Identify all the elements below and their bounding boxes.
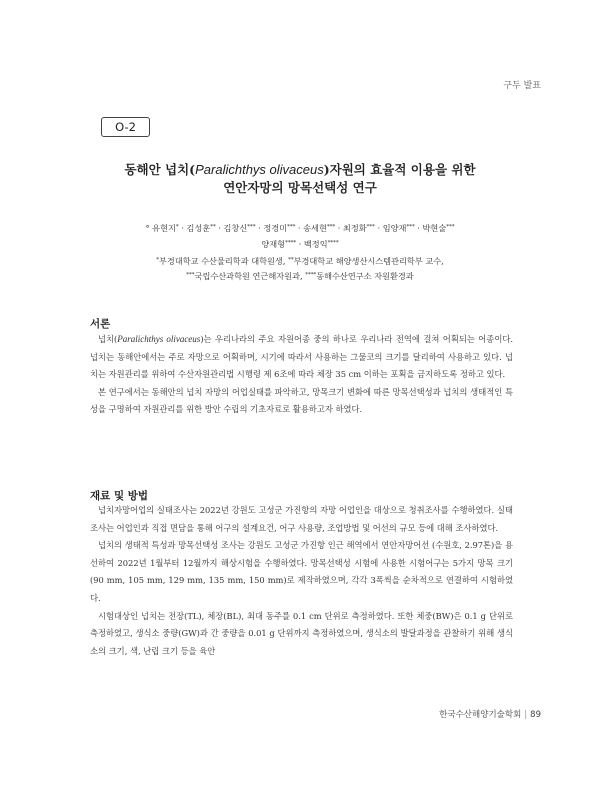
page-number: 89 bbox=[530, 710, 541, 720]
methods-paragraph-3: 시험대상인 넙치는 전장(TL), 체장(BL), 최대 동주를 0.1 cm 단위로 측정하였다. 또한 체중(BW)은 0.1 g 단위로 측정하였고, 생식소 중량(GW)과 간 중량을 0.01 g 단위까지 측정하였으며, 생식소의 발달과정을 관찰하기 위해 생식소의 크기, 색, 난립 크기 등을 육안 bbox=[90, 610, 513, 656]
authors-line-2: 양재형**** · 백정익**** bbox=[261, 239, 339, 249]
intro-p1-text: )는 우리나라의 주요 자원어종 중의 하나로 우리나라 전역에 걸쳐 어획되는 어종이다. 넙치는 동해안에서는 주로 자망으로 어획하며, 시기에 따라서 사용하는 그물코의 크기를 달리하여 사용하고 있다. 넙치는 자원관리를 위하여 수산자원관리법 시행령 제 6조에 따라 체장 35 cm 이하는 포획을 금지하도록 정하고 있다. bbox=[90, 334, 513, 380]
presentation-code-box: O-2 bbox=[101, 117, 150, 137]
intro-p1-prefix: 넙치( bbox=[98, 334, 118, 344]
methods-body bbox=[90, 502, 513, 660]
methods-heading: 재료 및 방법 bbox=[90, 490, 149, 502]
footer-separator: | bbox=[524, 710, 528, 720]
authors-line-1: ° 유현지* · 김성훈** · 김창신*** · 정경미*** · 송세현*** · 최정화*** · 임양재*** · 박현술*** bbox=[145, 223, 455, 233]
intro-paragraph-1 bbox=[90, 331, 513, 384]
intro-paragraph-2: 본 연구에서는 동해안의 넙치 자망의 어업실태를 파악하고, 망목크기 변화에 따른 망목선택성과 넙치의 생태적인 특성을 구명하여 자원관리를 위한 방안 수립의 기초자료로 활용하고자 하였다. bbox=[90, 386, 513, 415]
page-footer bbox=[439, 708, 541, 720]
title-species-name: Paralichthys olivaceus bbox=[195, 162, 324, 177]
title-line-1 bbox=[60, 160, 540, 180]
methods-paragraph-2: 넙치의 생태적 특성과 망목선택성 조사는 강원도 고성군 가진항 인근 해역에서 연안자망어선 (수원호, 2.97톤)을 용선하여 2022년 1월부터 12월까지 해상시험을 수행하였다. 망목선택성 시험에 사용한 시험어구는 5가지 망목 크기(90 mm, 105 mm, 129 mm, 135 mm, 150 mm)로 제작하였으며, 각각 3폭씩을 순차적으로 연결하여 시험하였다. bbox=[90, 540, 513, 603]
journal-name: 한국수산해양기술학회 bbox=[439, 710, 522, 720]
section-header-label: 구두 발표 bbox=[503, 81, 541, 91]
methods-paragraph-1: 넙치자망어업의 실태조사는 2022년 강원도 고성군 가진항의 자망 어업인을 대상으로 청취조사를 수행하였다. 실태조사는 어업인과 직접 면담을 통해 어구의 설계요건, 어구 사용량, 조업방법 및 어선의 규모 등에 대해 조사하였다. bbox=[90, 505, 513, 533]
title-suffix: )자원의 효율적 이용을 위한 bbox=[323, 162, 476, 177]
intro-species-name: Paralichthys olivaceus bbox=[117, 334, 201, 344]
affiliation-line-2: ***국립수산과학원 연근해자원과, ****동해수산연구소 자원환경과 bbox=[186, 271, 414, 281]
affiliation-line-1: *부경대학교 수산물리학과 대학원생, **부경대학교 해양생산시스템관리학부 교수, bbox=[156, 256, 444, 266]
intro-body bbox=[90, 331, 513, 419]
title-prefix: 동해안 넙치( bbox=[124, 162, 196, 177]
intro-heading: 서론 bbox=[90, 318, 111, 330]
title-line-2: 연안자망의 망목선택성 연구 bbox=[223, 180, 377, 195]
